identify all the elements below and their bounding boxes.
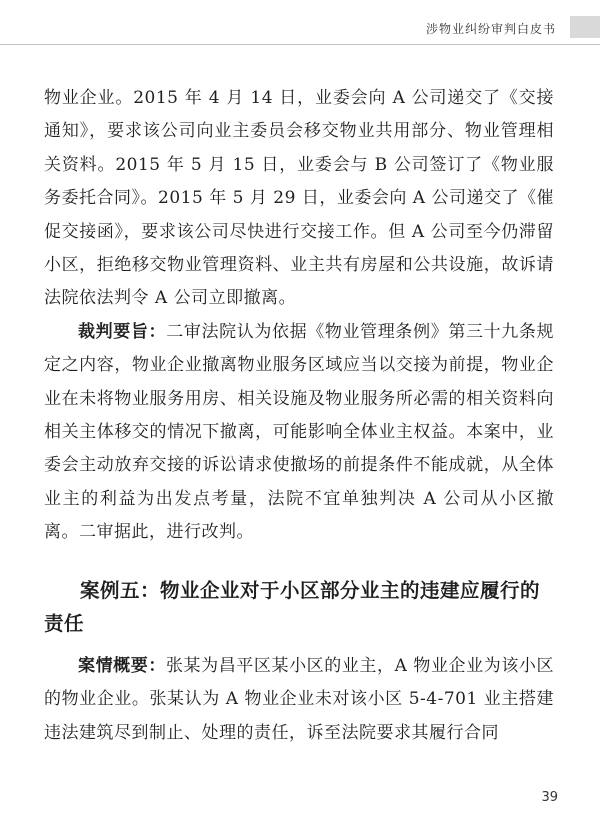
paragraph-case-summary <box>44 650 554 750</box>
header-divider <box>0 44 600 45</box>
case-summary-text: 张某为昌平区某小区的业主，A 物业企业为该小区的物业企业。张某认为 A 物业企业未对该小区 5-4-701 业主搭建违法建筑尽到制止、处理的责任，诉至法院要求其履行合同 <box>44 655 555 743</box>
ruling-gist-label: 裁判要旨： <box>78 321 167 342</box>
case-five-heading: 案例五：物业企业对于小区部分业主的违建应履行的责任 <box>44 578 541 635</box>
page-header <box>0 0 600 46</box>
page-body <box>44 82 554 750</box>
page-number: 39 <box>541 790 558 805</box>
header-tab-marker <box>570 16 600 38</box>
ruling-gist-text: 二审法院认为依据《物业管理条例》第三十九条规定之内容，物业企业撤离物业服务区域应当以交接为前提，物业企业在未将物业服务用房、相关设施及物业服务所必需的相关资料向相关主体移交的情况下撤离，可能影响全体业主权益。本案中，业委会主动放弃交接的诉讼请求使撤场的前提条件不能成就，从全体业主的利益为出发点考量，法院不宜单独判决 A 公司从小区撤离。二审据此，进行改判。 <box>44 321 555 543</box>
paragraph-ruling-gist <box>44 316 554 550</box>
case-summary-label: 案情概要： <box>78 655 166 676</box>
paragraph-case-facts-continued: 物业企业。2015 年 4 月 14 日，业委会向 A 公司递交了《交接通知》，要求该公司向业主委员会移交物业共用部分、物业管理相关资料。2015 年 5 月 15 日，业委会与 B 公司签订了《物业服务委托合同》。2015 年 5 月 29 日，业委会向 A 公司递交了《催促交接函》，要求该公司尽快进行交接工作。但 A 公司至今仍滞留小区，拒绝移交物业管理资料、业主共有房屋和公共设施，故诉请法院依法判令 A 公司立即撤离。 <box>44 88 554 309</box>
running-header-title: 涉物业纠纷审判白皮书 <box>425 22 556 36</box>
